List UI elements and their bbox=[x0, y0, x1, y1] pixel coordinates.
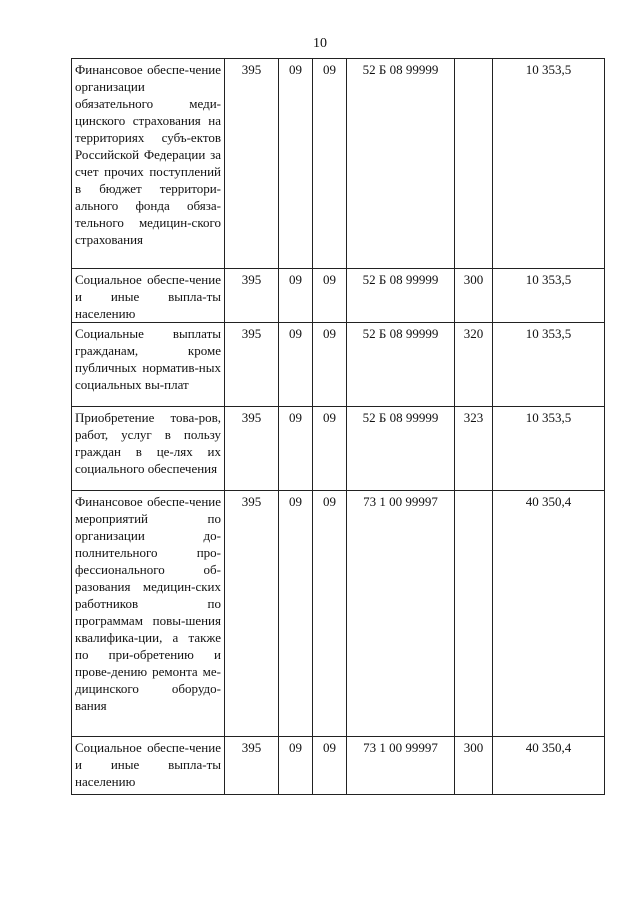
target-article-cell: 73 1 00 99997 bbox=[347, 491, 455, 737]
target-article-cell: 52 Б 08 99999 bbox=[347, 323, 455, 407]
amount-cell: 10 353,5 bbox=[493, 59, 605, 269]
table-row bbox=[72, 323, 605, 407]
ministry-code-cell: 395 bbox=[225, 323, 279, 407]
expense-type-cell: 323 bbox=[455, 407, 493, 491]
subsection-code-cell: 09 bbox=[313, 737, 347, 795]
section-code-cell: 09 bbox=[279, 737, 313, 795]
target-article-cell: 52 Б 08 99999 bbox=[347, 59, 455, 269]
target-article-cell: 73 1 00 99997 bbox=[347, 737, 455, 795]
section-code-cell: 09 bbox=[279, 407, 313, 491]
table-row bbox=[72, 491, 605, 737]
amount-cell: 10 353,5 bbox=[493, 323, 605, 407]
row-name-cell: Социальное обеспе-чение и иные выпла-ты населению bbox=[72, 737, 225, 795]
section-code-cell: 09 bbox=[279, 59, 313, 269]
ministry-code-cell: 395 bbox=[225, 491, 279, 737]
subsection-code-cell: 09 bbox=[313, 269, 347, 323]
row-name-cell: Финансовое обеспе-чение организации обязательного меди-цинского страхования на территориях субъ-ектов Российской Федерации за счет прочих поступлений в бюджет территори-ального фонда обяза-тельного медицин-ского страхования bbox=[72, 59, 225, 269]
budget-table bbox=[71, 58, 605, 795]
expense-type-cell bbox=[455, 491, 493, 737]
amount-cell: 40 350,4 bbox=[493, 491, 605, 737]
ministry-code-cell: 395 bbox=[225, 737, 279, 795]
ministry-code-cell: 395 bbox=[225, 407, 279, 491]
section-code-cell: 09 bbox=[279, 323, 313, 407]
table-row bbox=[72, 407, 605, 491]
budget-table-body bbox=[72, 59, 605, 795]
page-number: 10 bbox=[313, 36, 327, 51]
subsection-code-cell: 09 bbox=[313, 59, 347, 269]
amount-cell: 10 353,5 bbox=[493, 407, 605, 491]
table-row bbox=[72, 269, 605, 323]
expense-type-cell: 320 bbox=[455, 323, 493, 407]
expense-type-cell: 300 bbox=[455, 737, 493, 795]
table-row bbox=[72, 59, 605, 269]
subsection-code-cell: 09 bbox=[313, 407, 347, 491]
section-code-cell: 09 bbox=[279, 491, 313, 737]
table-row bbox=[72, 737, 605, 795]
amount-cell: 40 350,4 bbox=[493, 737, 605, 795]
expense-type-cell: 300 bbox=[455, 269, 493, 323]
ministry-code-cell: 395 bbox=[225, 59, 279, 269]
ministry-code-cell: 395 bbox=[225, 269, 279, 323]
subsection-code-cell: 09 bbox=[313, 491, 347, 737]
subsection-code-cell: 09 bbox=[313, 323, 347, 407]
row-name-cell: Приобретение това-ров, работ, услуг в пользу граждан в це-лях их социального обеспечения bbox=[72, 407, 225, 491]
amount-cell: 10 353,5 bbox=[493, 269, 605, 323]
row-name-cell: Финансовое обеспе-чение мероприятий по организации до-полнительного про-фессионального об-разования медицин-ских работников по программам повы-шения квалифика-ции, а также по при-обретению и прове-дению ремонта ме-дицинского оборудо-вания bbox=[72, 491, 225, 737]
row-name-cell: Социальное обеспе-чение и иные выпла-ты населению bbox=[72, 269, 225, 323]
row-name-cell: Социальные выплаты гражданам, кроме публичных норматив-ных социальных вы-плат bbox=[72, 323, 225, 407]
section-code-cell: 09 bbox=[279, 269, 313, 323]
target-article-cell: 52 Б 08 99999 bbox=[347, 407, 455, 491]
expense-type-cell bbox=[455, 59, 493, 269]
target-article-cell: 52 Б 08 99999 bbox=[347, 269, 455, 323]
